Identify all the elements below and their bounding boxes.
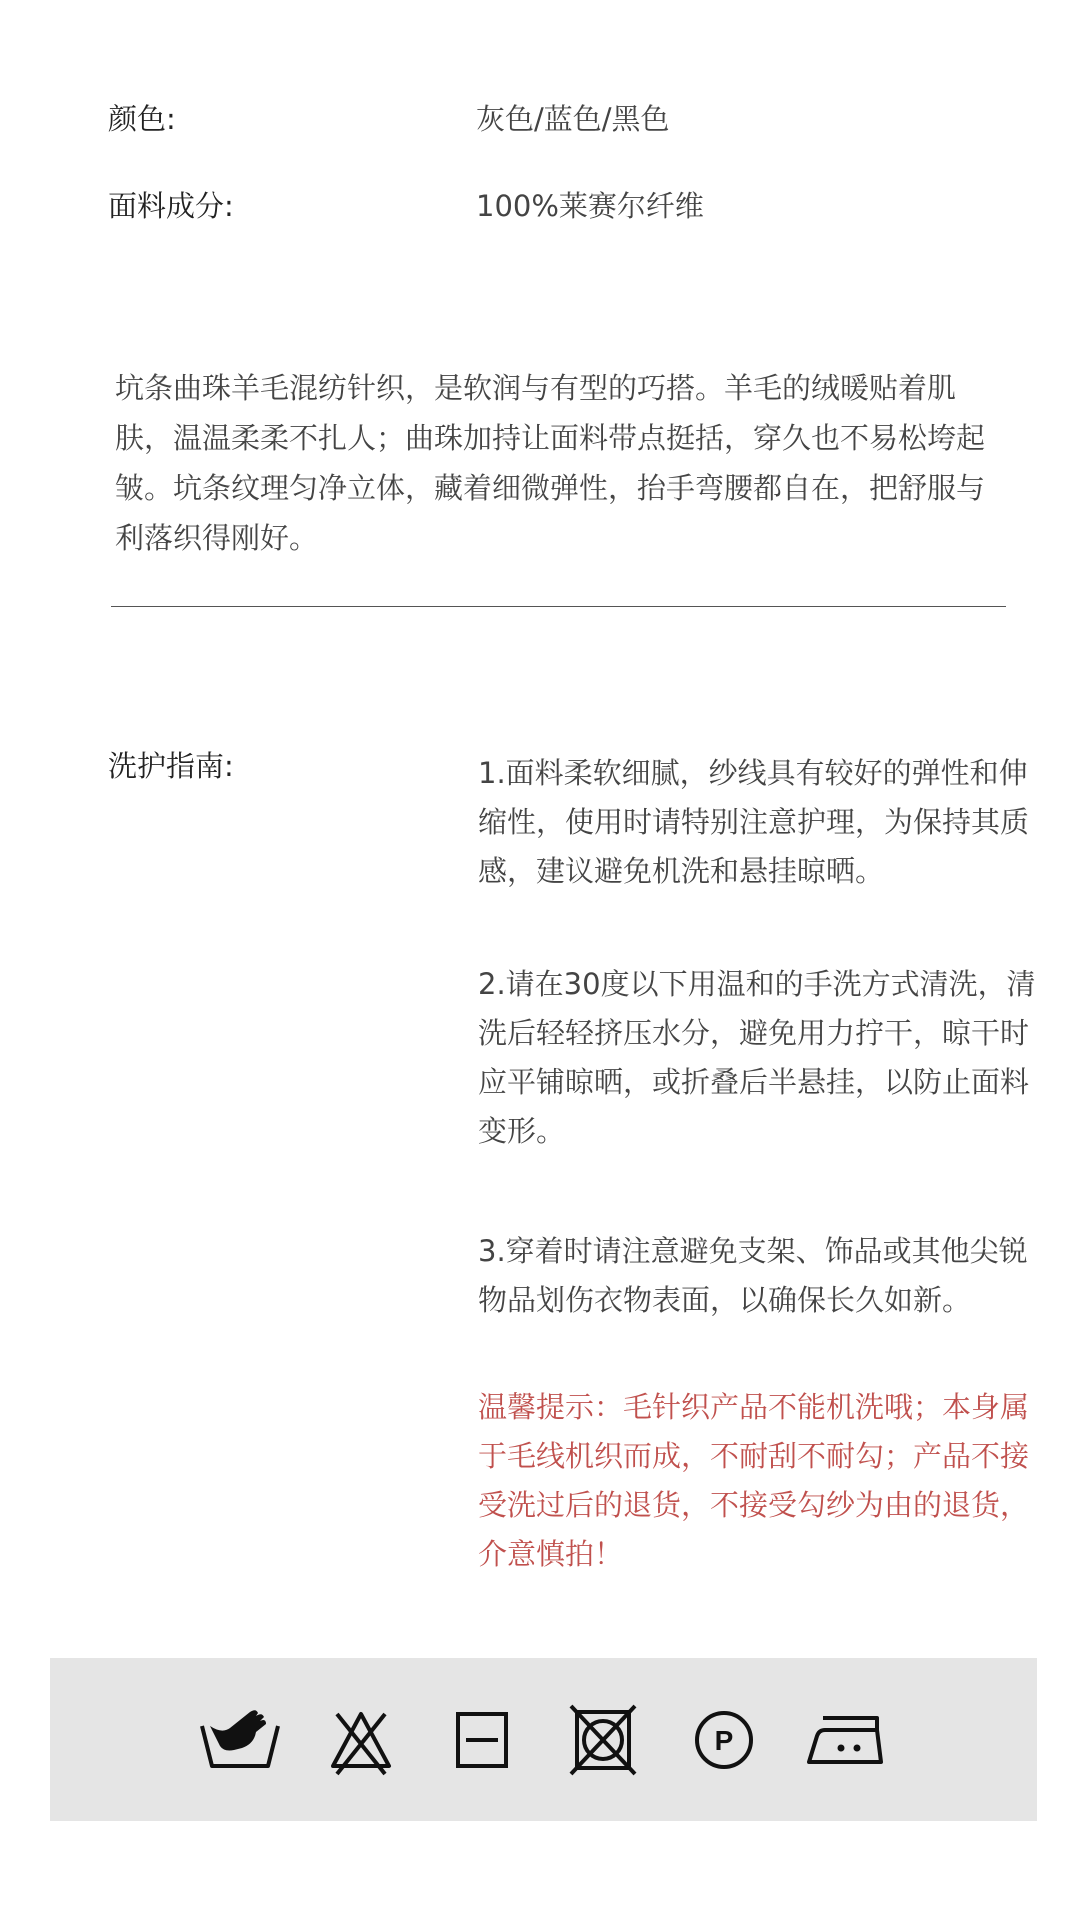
svg-text:P: P (714, 1725, 734, 1756)
care-item-3: 3.穿着时请注意避免支架、饰品或其他尖锐物品划伤衣物表面，以确保长久如新。 (478, 1234, 1028, 1317)
no-tumble-dry-icon (561, 1700, 645, 1780)
care-icons-bar (50, 1658, 1037, 1821)
professional-dry-clean-p-icon (682, 1700, 766, 1780)
section-divider (111, 606, 1006, 607)
product-description: 坑条曲珠羊毛混纺针织，是软润与有型的巧搭。羊毛的绒暖贴着肌肤，温温柔柔不扎人；曲珠加持让面料带点挺括，穿久也不易松垮起皱。坑条纹理匀净立体，藏着细微弹性，抬手弯腰都自在，把舒服与利落织得刚好。 (115, 371, 986, 555)
fabric-label: 面料成分: (108, 189, 234, 223)
care-item-2: 2.请在30度以下用温和的手洗方式清洗，清洗后轻轻挤压水分，避免用力拧干，晾干时应平铺晾晒，或折叠后半悬挂，以防止面料变形。 (478, 967, 1036, 1148)
hand-wash-icon (198, 1700, 282, 1780)
color-value: 灰色/蓝色/黑色 (476, 102, 670, 136)
no-bleach-icon (319, 1700, 403, 1780)
fabric-value: 100%莱赛尔纤维 (476, 189, 704, 223)
color-label: 颜色: (108, 102, 176, 136)
care-item-1: 1.面料柔软细腻，纱线具有较好的弹性和伸缩性，使用时请特别注意护理，为保持其质感，建议避免机洗和悬挂晾晒。 (478, 756, 1030, 888)
care-warning-tip: 温馨提示：毛针织产品不能机洗哦；本身属于毛线机织而成，不耐刮不耐勾；产品不接受洗过后的退货，不接受勾纱为由的退货，介意慎拍！ (478, 1390, 1030, 1571)
iron-medium-icon (803, 1700, 887, 1780)
care-guide-label: 洗护指南: (108, 749, 234, 783)
dry-flat-icon (440, 1700, 524, 1780)
